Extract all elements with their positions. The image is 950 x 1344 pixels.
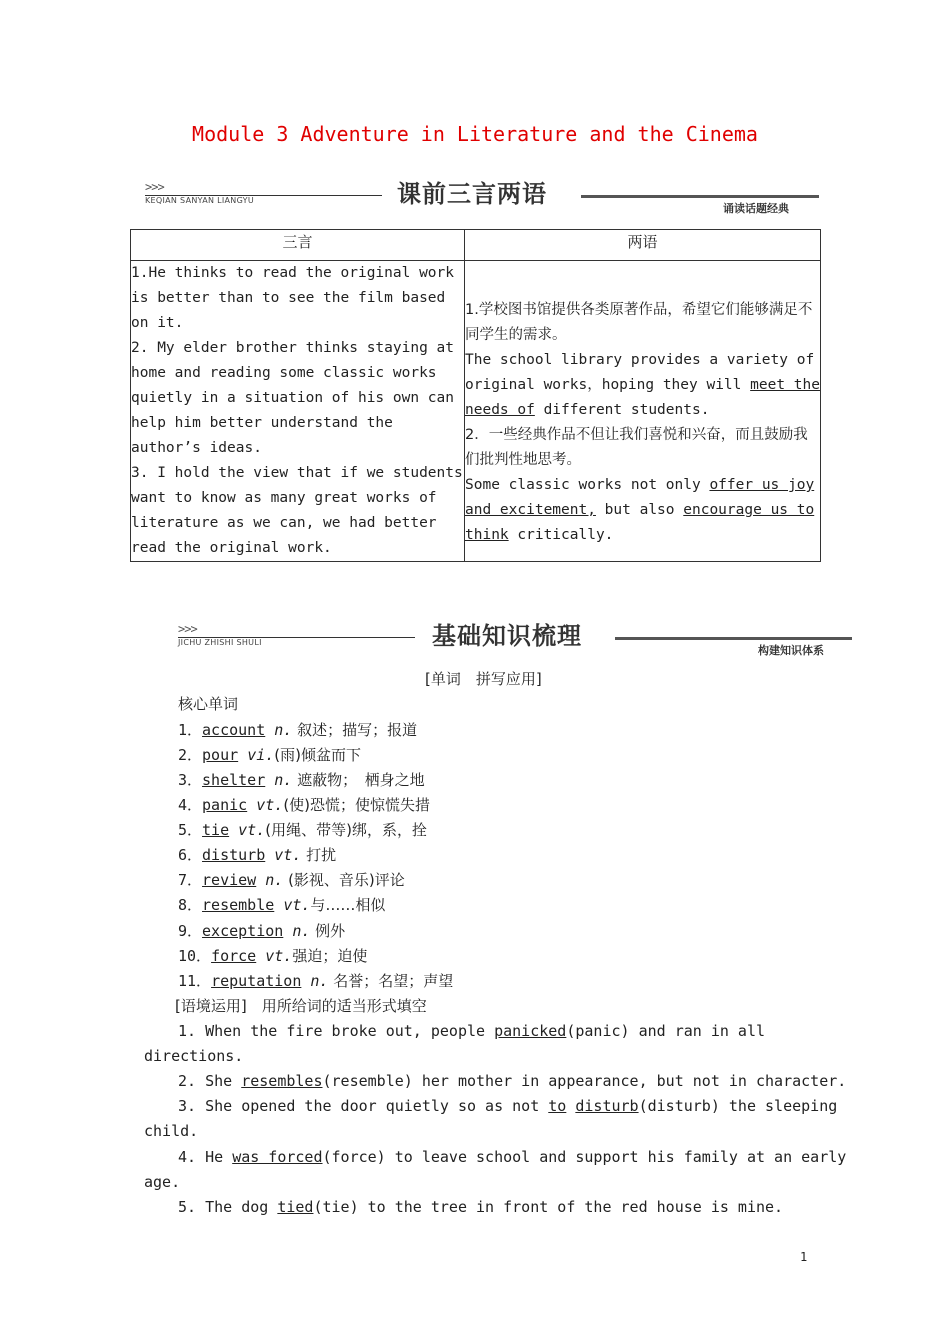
word-item: 11．reputation n. 名誉；名望；声望 [178,972,454,990]
liangyu-zh-2: 2．一些经典作品不但让我们喜悦和兴奋，而且鼓励我们批判性地思考。 [465,427,808,468]
context-label: [语境运用] 用所给词的适当形式填空 [175,997,427,1015]
word-item: 9．exception n. 例外 [178,922,346,940]
answer-blank: offer us joy and excitement, [465,477,815,518]
word-item: 6．disturb vt. 打扰 [178,846,337,864]
table-header-col1: 三言 [131,230,465,261]
banner-heading: 课前三言两语 [397,180,547,208]
topic-table [130,229,821,562]
banner-rule-right [581,195,819,198]
word-answer: exception [202,922,284,940]
section-banner-basics [178,622,854,656]
word-item: 5．tie vt.(用绳、带等)绑，系，拴 [178,821,427,839]
banner-tag: 构建知识体系 [758,644,824,657]
banner-rule-left [178,637,415,638]
liangyu-en-2: Some classic works not only offer us joy and excitement, but also encourage us to think critically. [465,477,815,543]
word-answer: panic [202,796,248,814]
sanyan-item: 3. I hold the view that if we students want to know as many great works of literature as we can, we had better read the original work. [131,465,463,556]
exercise-continuation: age. [144,1173,181,1191]
table-header-col2: 两语 [465,230,821,261]
exercise-answer: was forced [232,1148,323,1166]
arrows-icon: >>> [145,180,164,194]
word-item: 4．panic vt.(使)恐慌；使惊慌失措 [178,796,431,814]
banner-heading: 基础知识梳理 [432,622,582,650]
banner-rule-left [145,195,382,196]
word-item: 2．pour vi.(雨)倾盆而下 [178,746,361,764]
banner-tag: 诵读话题经典 [723,202,789,215]
arrows-icon: >>> [178,622,197,636]
exercise-continuation: directions. [144,1047,244,1065]
banner-rule-right [615,637,852,640]
exercise-answer: to [548,1097,567,1115]
answer-blank: meet the needs of [465,377,820,418]
exercise-answer: panicked [494,1022,567,1040]
exercise-item: 5. The dog tied(tie) to the tree in front of the red house is mine. [178,1198,784,1216]
sanyan-item: 2. My elder brother thinks staying at home and reading some classic works quietly in a situation of his own can help him better understand the author’s ideas. [131,340,455,456]
core-words-label: 核心单词 [178,695,239,713]
sanyan-item: 1.He thinks to read the original work is better than to see the film based on it. [131,265,455,331]
word-item: 10．force vt.强迫；迫使 [178,947,368,965]
banner-pinyin: KEQIAN SANYAN LIANGYU [145,196,255,205]
word-item: 1．account n. 叙述；描写；报道 [178,721,418,739]
banner-pinyin: JICHU ZHISHI SHULI [178,638,262,647]
word-answer: pour [202,746,239,764]
exercise-continuation: child. [144,1122,199,1140]
word-item: 7．review n. (影视、音乐)评论 [178,871,405,889]
word-answer: tie [202,821,230,839]
exercise-item: 2. She resembles(resemble) her mother in appearance, but not in character. [178,1072,847,1090]
exercise-item: 3. She opened the door quietly so as not to disturb(disturb) the sleeping [178,1097,838,1115]
exercise-answer: resembles [241,1072,323,1090]
word-answer: review [202,871,257,889]
liangyu-en-1: The school library provides a variety of original works，hoping they will meet the needs of different students. [465,352,820,418]
exercise-item: 1. When the fire broke out, people panicked(panic) and ran in all [178,1022,766,1040]
word-item: 3．shelter n. 遮蔽物； 栖身之地 [178,771,425,789]
word-answer: resemble [202,896,275,914]
word-answer: disturb [202,846,266,864]
word-answer: force [211,947,257,965]
word-answer: reputation [211,972,302,990]
exercise-answer: disturb [575,1097,639,1115]
answer-blank: encourage us to think [465,502,815,543]
page-number: 1 [800,1250,808,1264]
sanyan-cell [131,261,465,562]
liangyu-zh-1: 1.学校图书馆提供各类原著作品，希望它们能够满足不同学生的需求。 [465,302,813,343]
word-answer: account [202,721,266,739]
exercise-answer: tied [277,1198,314,1216]
word-item: 8．resemble vt.与……相似 [178,896,386,914]
section-label: [单词 拼写应用] [425,670,542,688]
word-answer: shelter [202,771,266,789]
section-banner-preview [145,180,825,214]
page-title: Module 3 Adventure in Literature and the Cinema [192,122,758,146]
liangyu-cell [465,261,821,562]
exercise-item: 4. He was forced(force) to leave school and support his family at an early [178,1148,847,1166]
